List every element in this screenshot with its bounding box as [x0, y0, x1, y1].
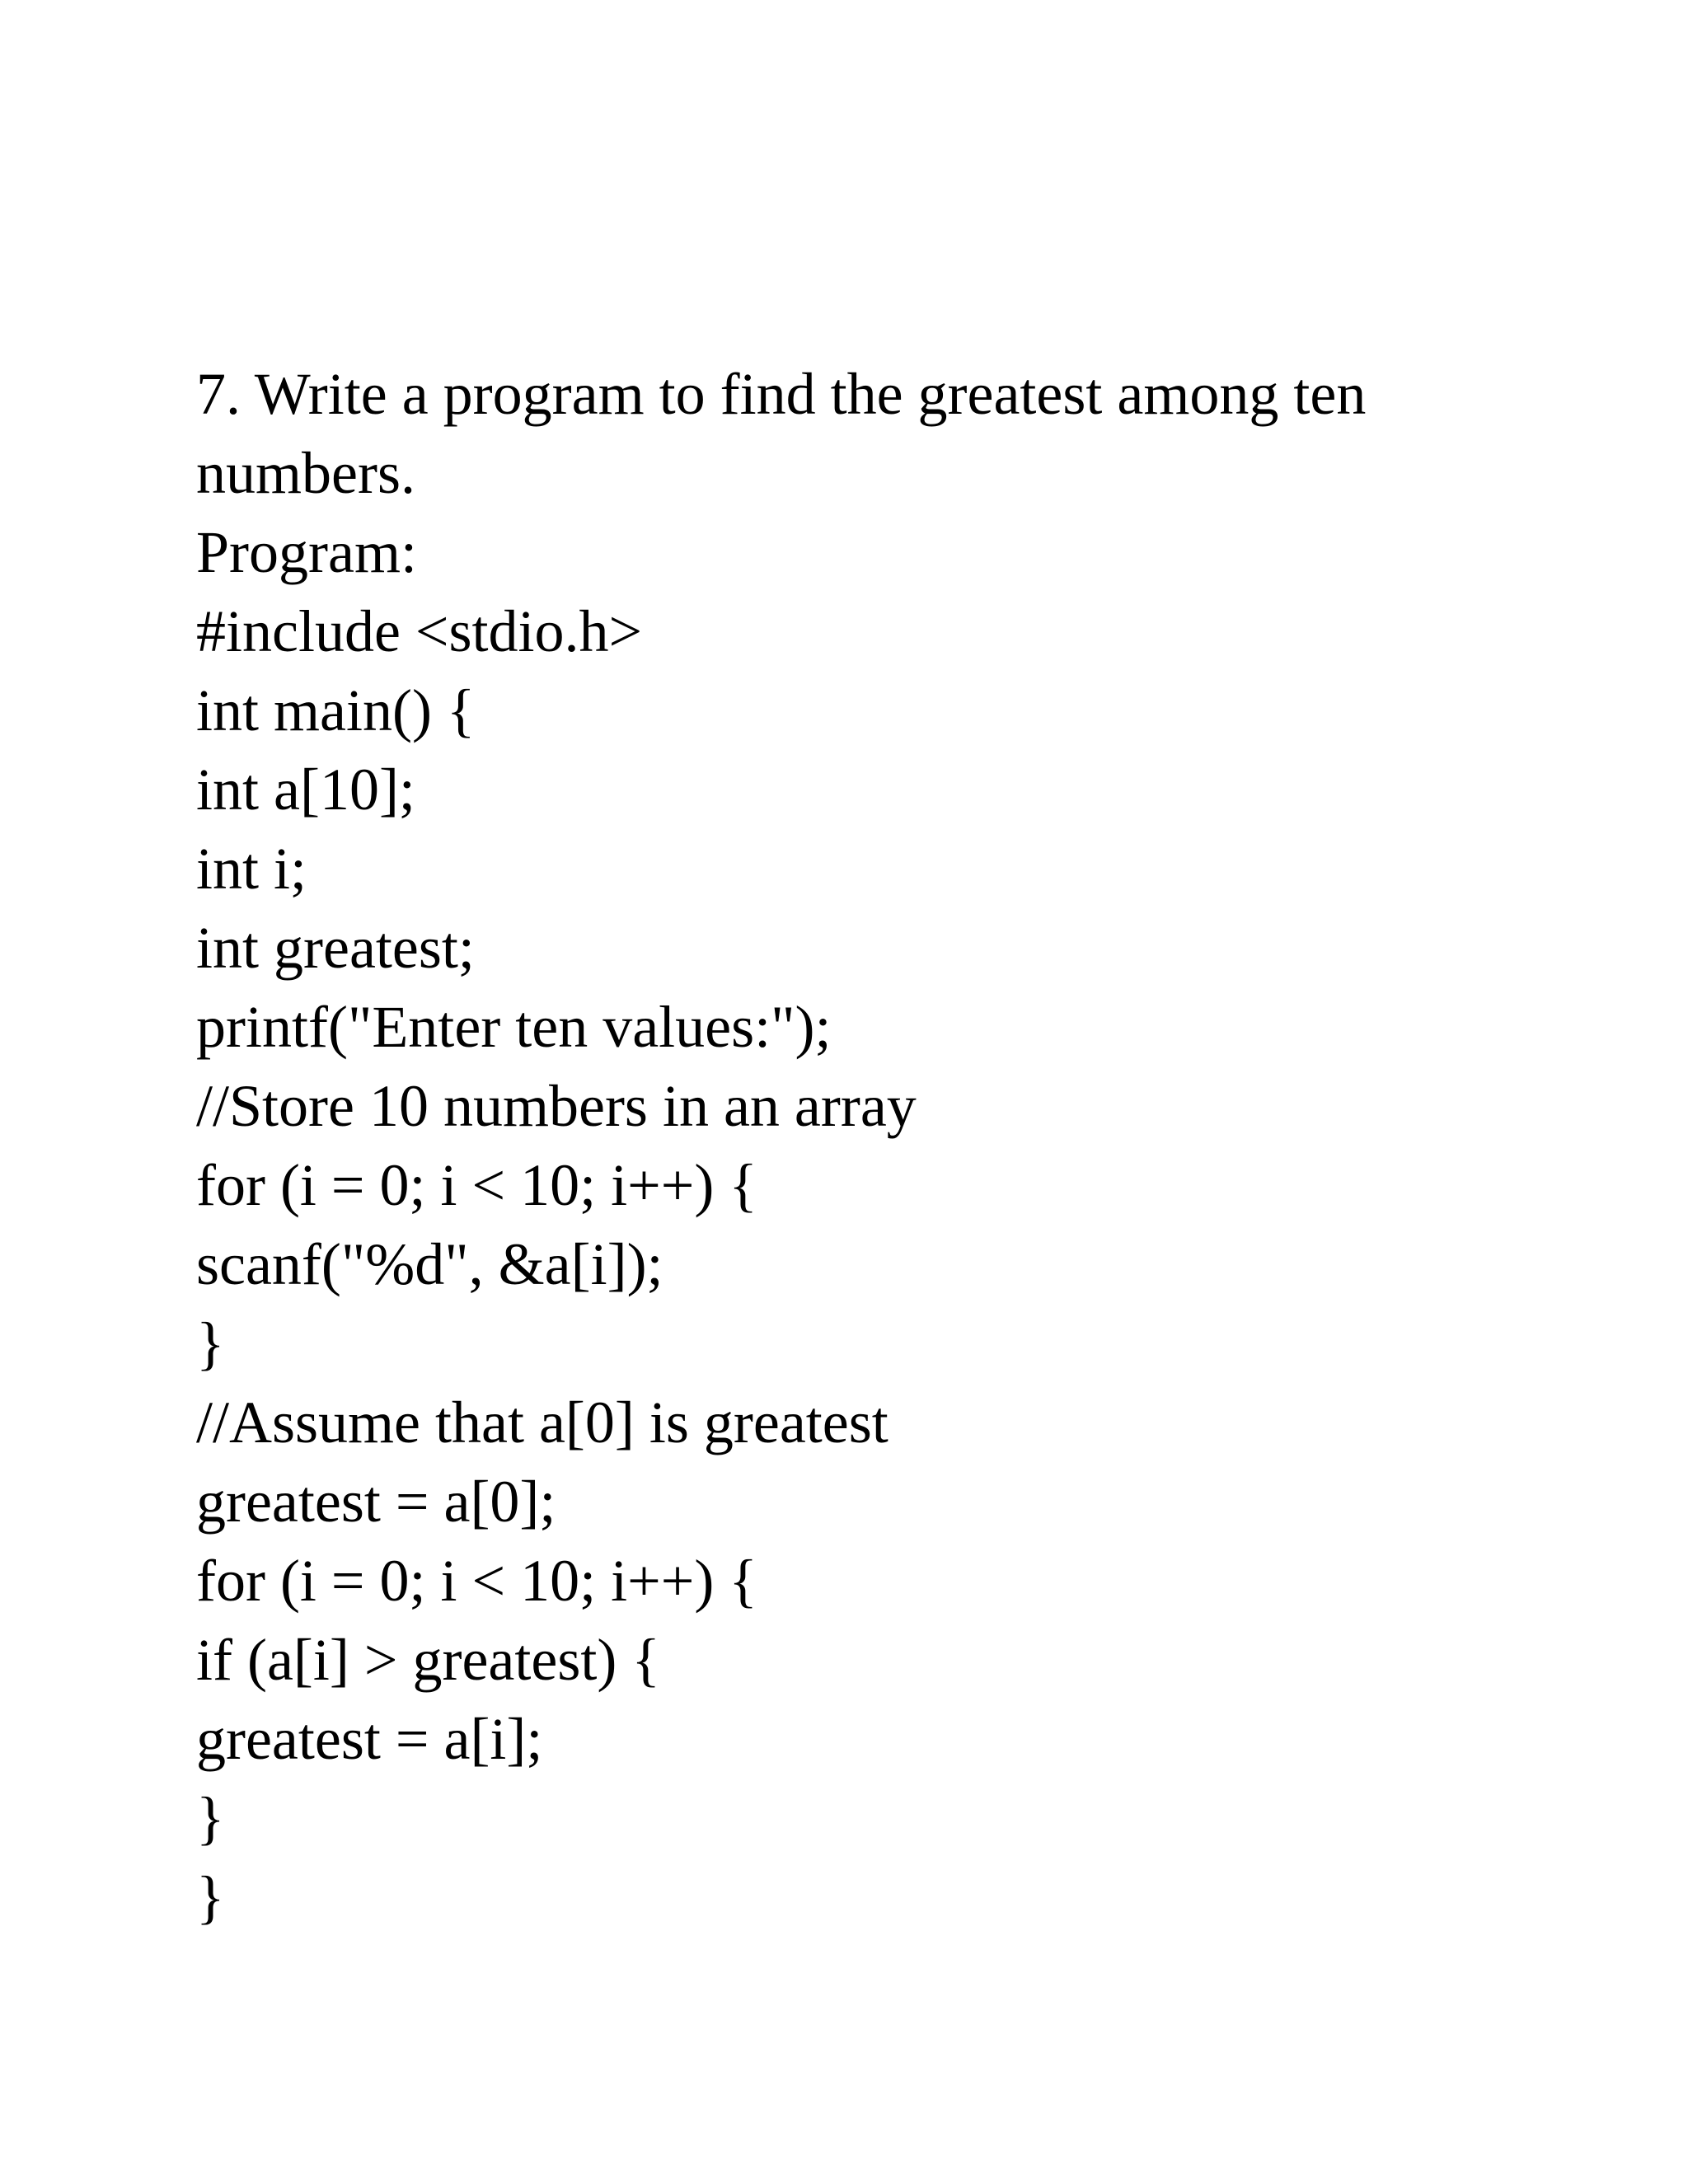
code-line: for (i = 0; i < 10; i++) { [196, 1548, 757, 1614]
code-line: } [196, 1785, 225, 1851]
code-line: } [196, 1864, 225, 1930]
code-line: int greatest; [196, 915, 475, 981]
code-line: int main() { [196, 677, 476, 743]
question-line-2: numbers. [196, 440, 415, 506]
program-label: Program: [196, 519, 417, 585]
code-line: greatest = a[i]; [196, 1706, 543, 1772]
code-line: int i; [196, 836, 307, 902]
code-comment: //Store 10 numbers in an array [196, 1073, 917, 1139]
code-comment: //Assume that a[0] is greatest [196, 1390, 889, 1455]
code-line: printf("Enter ten values:"); [196, 994, 832, 1060]
code-line: if (a[i] > greatest) { [196, 1627, 660, 1693]
code-line: int a[10]; [196, 757, 415, 823]
question-line-1: 7. Write a program to find the greatest among ten [196, 361, 1367, 427]
code-line: #include <stdio.h> [196, 598, 643, 664]
code-line: for (i = 0; i < 10; i++) { [196, 1152, 757, 1218]
code-line: scanf("%d", &a[i]); [196, 1231, 663, 1297]
document-content [196, 354, 1482, 1937]
code-line: } [196, 1310, 225, 1376]
code-line: greatest = a[0]; [196, 1469, 556, 1535]
